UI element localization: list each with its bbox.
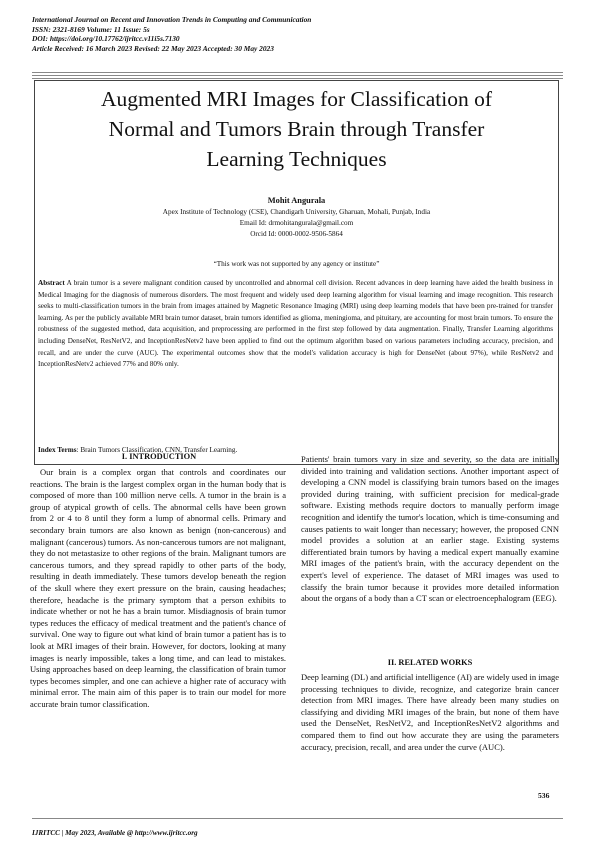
abstract-label: Abstract [38,279,65,287]
header-divider [32,75,563,76]
abstract-text: A brain tumor is a severe malignant condition caused by uncontrolled and abnormal cell division. Recent advances in deep learning have aided the health business in Medical Imaging for the diagnosis of numerous disorders. The most frequent and widely used deep learning algorithm for visual learning and image recognition. This research seeks to multi-classification tumors in the brain from images attained by Magnetic Resonance Imaging (MRI) using deep learning models that have been pre-trained for transfer learning. As per the publicly available MRI brain tumor dataset, brain tumors identified as glioma, meningioma, and pituitary, are accounting for most brain tumors. To ensure the robustness of the suggested method, data acquisition, and preprocessing are performed in the first step followed by data augmentation. Finally, Transfer Learning algorithms including DenseNet, ResNetV2, and InceptionResNetv2 have been applied to find out the optimum algorithm based on various parameters including accuracy, precision, and recall, and are under the curve (AUC). The experimental outcomes show that the model's validation accuracy is high for DenseNet (about 97%), while ResNetv2 and InceptionResNetv2 achieved 77% and 80% only. [38,279,553,369]
introduction-continued-text: Patients' brain tumors vary in size and severity, so the data are initially divided into training and validation sections. Another important aspect of developing a CNN model is classifying brain tumors based on the images provided during training, with sufficient precision for medical-grade software. Existing methods require doctors to manually perform image recognition and identify the tumor's location, which is time-consuming and causes patients to wait longer than necessary; however, the proposed CNN model provides a solution at an earlier stage. Existing systems differentiated brain tumors by having a medical expert manually examine MRI images of the patient's brain, with the accuracy dependent on the expert's level of experience. The dataset of MRI images was used to classify the brain tumor because it provides more detailed information about the organs of a body than a CT scan or electroencephalogram (EEG). [301,454,559,604]
footer-text: IJRITCC | May 2023, Available @ http://www.ijritcc.org [32,829,198,837]
author-orcid: Orcid Id: 0000-0002-9506-5864 [250,230,343,238]
author-name: Mohit Angurala [267,196,326,205]
funding-note: “This work was not supported by any agency or institute” [213,260,380,268]
abstract [38,278,553,371]
title-line: Augmented MRI Images for Classification of [100,87,493,111]
introduction-text: Our brain is a complex organ that controls and coordinates our reactions. The brain is the largest complex organ in the human body that is composed of more than 100 million nerve cells. A tumor in the brain is a group of atypical growth of cells. The abnormal cells have been grown from 2 or 4 to 8 until they form a lump of abnormal cells. Primary and secondary brain tumors are also known as benign (non-cancerous) and malignant (cancerous) tumors. As non-cancerous tumors are not malignant, they do not metastasize to other regions of the brain. Malignant tumors are cancerous tumors, and they spread rapidly to other parts of the body, resulting in death immediately. These tumors develop beneath the region of the skull where they exert pressure on the brain, causing headaches; therefore, headache is the primary symptom that a person exhibits to indicate whether or not he has a brain tumor. Misdiagnosis of brain tumor types reduces the efficacy of medical treatment and the patient's chance of survival. One way to figure out what kind of brain tumor a patient has is to look at MRI images of their brain. However, for doctors, looking at many images is nearly impossible, takes a long time, and can lead to mistakes. Using approaches based on deep learning, the classification of brain tumor types becomes simpler, and one can achieve a higher rate of accuracy with minimal error. The main aim of this paper is to train our model for more accurate brain tumor classification. [30,467,286,709]
author-email[interactable]: Email Id: drmohitangurala@gmail.com [239,219,354,227]
index-terms-label: Index Terms [38,446,77,454]
title-line: Learning Techniques [206,147,387,171]
title-line: Normal and Tumors Brain through Transfer [108,117,485,141]
doi-link[interactable]: DOI: https://doi.org/10.17762/ijritcc.v11i5s.7130 [32,34,180,44]
section-heading-related-works: II. RELATED WORKS [387,658,473,667]
journal-name: International Journal on Recent and Innovation Trends in Computing and Communication [32,15,312,24]
header-divider [32,72,563,73]
paper-title [34,84,559,174]
footer-divider [32,818,563,819]
page-number: 536 [538,791,550,800]
index-terms-text: : Brain Tumors Classification, CNN, Transfer Learning. [76,446,238,454]
journal-header [32,15,572,53]
related-works-text: Deep learning (DL) and artificial intelligence (AI) are widely used in image processing techniques to divide, recognize, and categorize brain cancer detection from MRI images. There have already been many studies on classifying and dividing MRI images of the brain, but none of them have used the DenseNet, ResNetV2, and InceptionResNetV2 algorithms and compared them to find out how accurate they are using the parameters accuracy, precision, recall, and area under the curve (AUC). [301,672,559,752]
section-heading-introduction: I. INTRODUCTION [121,452,197,461]
article-dates: Article Received: 16 March 2023 Revised: 22 May 2023 Accepted: 30 May 2023 [32,43,274,53]
author-affiliation: Apex Institute of Technology (CSE), Chandigarh University, Gharuan, Mohali, Punjab, India [162,208,431,216]
issn-volume: ISSN: 2321-8169 Volume: 11 Issue: 5s [32,24,150,34]
header-divider [32,78,563,79]
